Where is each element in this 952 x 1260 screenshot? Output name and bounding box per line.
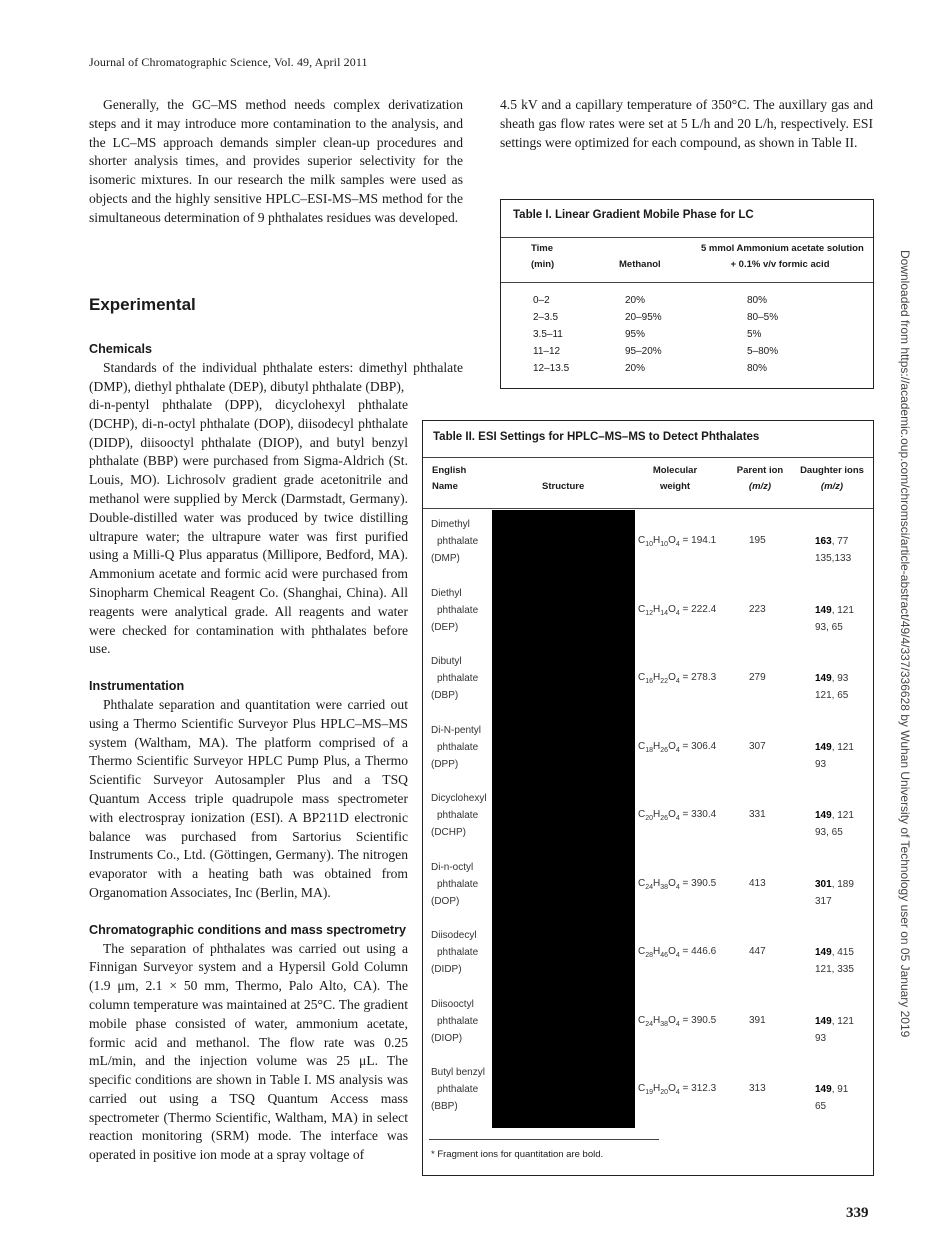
t1-cell-methanol: 95–20%	[625, 346, 662, 357]
t1-cell-methanol: 20–95%	[625, 312, 662, 323]
t2-daughter	[815, 876, 854, 910]
journal-header: Journal of Chromatographic Science, Vol. 49, April 2011	[89, 55, 368, 69]
t2-name-line: Di-N-pentyl	[431, 724, 482, 736]
t2-name-line: (DPP)	[431, 758, 459, 770]
t2-formula-c: 28	[645, 952, 654, 959]
t2-daughter-bold: 163	[815, 536, 832, 547]
t2-daughter-bold: 149	[815, 1084, 832, 1095]
right-text: 4.5 kV and a capillary temperature of 350°C. The auxillary gas and sheath gas flow rates were set at 5 L/h and 20 L/h, respectively. ESI settings were optimized for each compound, as shown in Table II.	[500, 97, 873, 150]
t2-name-line: phthalate	[437, 536, 479, 547]
chromatographic-heading: Chromatographic conditions and mass spectrometry	[89, 922, 407, 937]
t2-name-line: phthalate	[437, 741, 479, 753]
t2-name	[431, 1064, 485, 1115]
t2-daughter-bold: 149	[815, 947, 832, 958]
t2-formula-h: 10	[660, 541, 669, 548]
t2-name-line: phthalate	[437, 1015, 479, 1027]
t2-name-line: Dimethyl	[431, 519, 470, 530]
t2-formula: $C_{20}H_{26}O_4 = 330.4$	[638, 809, 717, 822]
t2-name-line: phthalate	[437, 604, 479, 616]
t2-formula-o: 4	[675, 952, 680, 959]
t2-daughter-bold: 149	[815, 1015, 832, 1027]
t2-daughter-bold: 149	[815, 810, 832, 821]
table-2	[422, 420, 874, 1176]
t2-formula-mw: = 194.1	[679, 535, 717, 546]
t2-daughter-rest: , 189	[831, 878, 854, 890]
t2-parent: 447	[749, 946, 766, 957]
t2-daughter-rest: , 121	[831, 810, 854, 821]
t2-daughter-rest-2: 121, 335	[815, 964, 854, 975]
t2-name	[431, 722, 481, 773]
t2-formula-o: 4	[675, 1089, 680, 1096]
t2-formula-h: 38	[660, 883, 669, 891]
t2-formula-h: 46	[660, 952, 669, 959]
t2-daughter-bold: 301	[815, 878, 832, 890]
t2-parent: 223	[749, 603, 766, 615]
t2-daughter	[815, 1081, 848, 1115]
t2-name-line: (DIOP)	[431, 1032, 463, 1044]
t2-daughter-rest: , 91	[831, 1084, 849, 1095]
t2-daughter	[815, 739, 854, 773]
t2-formula-o: 4	[675, 678, 680, 685]
footnote-rule	[429, 1139, 659, 1140]
intro-paragraph	[89, 96, 463, 228]
t2-daughter-rest-2: 93, 65	[815, 621, 843, 633]
t2-daughter-bold: 149	[815, 741, 832, 753]
t2-daughter-rest-2: 317	[815, 895, 832, 907]
t1-cell-time: 3.5–11	[533, 329, 563, 340]
t2-formula-c: 16	[645, 678, 654, 685]
t2-formula: $C_{10}H_{10}O_4 = 194.1$	[638, 535, 717, 548]
t2-name-1: English	[432, 465, 467, 476]
t1-head-time	[531, 241, 554, 273]
table-2-title: Table II. ESI Settings for HPLC–MS–MS to Detect Phthalates	[433, 431, 760, 443]
t2-formula-mw: = 306.4	[679, 740, 717, 752]
t2-daughter-bold: 149	[815, 673, 832, 684]
t1-cell-methanol: 20%	[625, 295, 646, 306]
t2-daughter-rest-2: 65	[815, 1101, 827, 1112]
t1-cell-time: 2–3.5	[533, 312, 559, 323]
t2-formula-h: 26	[660, 815, 669, 822]
t2-name-line: phthalate	[437, 810, 479, 821]
intro-text: Generally, the GC–MS method needs complex derivatization steps and it may introduce more contamination to the analysis, and the LC–MS approach demands simpler clean-up procedures and shorter analysis times, and provides superior selectivity for the isomeric mixtures. In our research the milk samples were used as objects and the highly sensitive HPLC–ESI-MS–MS method for the simultaneous determination of 9 phthalates residues was developed.	[89, 97, 463, 225]
t2-name-line: Dicyclohexyl	[431, 793, 487, 804]
table-1-rule-2	[501, 282, 873, 283]
t2-name-line: (DMP)	[431, 553, 460, 564]
t2-daughter-rest: , 77	[831, 536, 849, 547]
t1-cell-amm: 80–5%	[747, 312, 779, 323]
t2-daughter	[815, 670, 848, 704]
table-2-rule	[423, 457, 873, 458]
t2-head-structure: Structure	[542, 481, 585, 492]
t2-formula-o: 4	[675, 1020, 680, 1028]
t2-name	[431, 790, 487, 841]
right-paragraph	[500, 96, 873, 152]
t2-name-line: (DOP)	[431, 895, 460, 907]
narrow-column	[89, 396, 408, 1165]
t1-head-methanol: Methanol	[619, 259, 661, 270]
t1-cell-time: 0–2	[533, 295, 550, 306]
chemicals-section	[89, 340, 463, 396]
chemicals-text-wide: Standards of the individual phthalate esters: dimethyl phthalate (DMP), diethyl phthalate (DEP), dibutyl phthalate (DBP),	[89, 359, 463, 394]
t2-daughter	[815, 602, 854, 636]
t2-daughter-rest-2: 93	[815, 1032, 827, 1044]
structure-images	[492, 510, 635, 1128]
t2-name-line: (BBP)	[431, 1101, 458, 1112]
table-1	[500, 199, 874, 389]
t2-formula-o: 4	[675, 746, 680, 754]
t2-formula: $C_{12}H_{14}O_4 = 222.4$	[638, 603, 717, 617]
chromatographic-text: The separation of phthalates was carried out using a Finnigan Surveyor system and a Hypersil Gold Column (1.9 μm, 2.1 × 50 mm, Thermo, Palo Alto, CA). The column temperature was maintained at 25°C. The gradient mobile phase consisted of water, ammonium acetate, formic acid and methanol. The flow rate was 0.25 mL/min, and the injection volume was 25 μL. The specific conditions are shown in Table I. MS analysis was carried out using a TSQ Quantum Access mass spectrometer (Thermo Scientific, Waltham, MA) in select reaction monitoring (SRM) mode. The interface was operated in positive ion mode at a spray voltage of	[89, 940, 408, 1163]
table-2-rule-2	[423, 508, 873, 509]
t2-daughter-2: (m/z)	[820, 481, 844, 492]
t2-daughter-1: Daughter ions	[800, 465, 864, 476]
t2-mw-2: weight	[659, 481, 691, 492]
instrumentation-heading: Instrumentation	[89, 679, 185, 694]
t2-daughter	[815, 944, 854, 978]
t2-name-line: Di-n-octyl	[431, 861, 474, 873]
t1-cell-amm: 5%	[747, 329, 762, 340]
table-1-title: Table I. Linear Gradient Mobile Phase for LC	[513, 209, 754, 221]
t2-name-line: (DBP)	[431, 690, 459, 701]
table-2-footnote: * Fragment ions for quantitation are bold.	[431, 1149, 604, 1160]
t2-head-mw	[633, 463, 717, 495]
t2-name-2: Name	[432, 481, 458, 492]
t2-daughter-rest: , 415	[831, 947, 854, 958]
t2-formula-o: 4	[675, 815, 680, 822]
t2-formula: $C_{18}H_{26}O_4 = 306.4$	[638, 740, 717, 754]
t2-name-line: (DEP)	[431, 621, 459, 633]
t2-parent: 279	[749, 672, 766, 683]
t2-parent-2: (m/z)	[748, 481, 772, 492]
t1-cell-amm: 80%	[747, 295, 768, 306]
t2-daughter	[815, 533, 851, 567]
t2-parent: 195	[749, 535, 766, 546]
t1-time-unit: (min)	[531, 259, 555, 270]
t1-cell-methanol: 20%	[625, 363, 646, 374]
t2-formula-h: 20	[660, 1089, 669, 1096]
table-1-rule	[501, 237, 873, 238]
t2-name	[431, 585, 478, 636]
t1-time-label: Time	[531, 243, 554, 254]
t2-name	[431, 996, 478, 1047]
t2-name-line: (DIDP)	[431, 964, 462, 975]
t2-formula: $C_{24}H_{38}O_4 = 390.5$	[638, 877, 717, 891]
t2-name-line: Diethyl	[431, 587, 462, 599]
t1-cell-time: 12–13.5	[533, 363, 570, 374]
experimental-heading: Experimental	[89, 295, 196, 314]
t2-parent: 413	[749, 877, 766, 889]
t2-daughter-rest: , 121	[831, 741, 854, 753]
t2-formula-h: 26	[660, 746, 669, 754]
t1-cell-methanol: 95%	[625, 329, 646, 340]
t2-head-parent	[727, 463, 793, 495]
instrumentation-text: Phthalate separation and quantitation were carried out using a Thermo Scientific Surveyor Plus HPLC–MS–MS system (Waltham, MA). The platform comprised of a Thermo Scientific Surveyor HPLC Pump Plus, a Thermo Scientific Surveyor Autosampler Plus and a TSQ Quantum Access triple quadrupole mass spectrometer with electrospray ionization (ESI). A BP211D electronic balance was purchased from Sartorius Scientific Instruments Co., Ltd. (Göttingen, Germany). The nitrogen evaporator with a heating bath was obtained from Organomation Associates, Inc (Berlin, MA).	[89, 696, 408, 900]
t2-head-daughter	[795, 463, 869, 495]
t2-name-line: Diisodecyl	[431, 930, 477, 941]
page-number: 339	[846, 1205, 869, 1221]
t1-cell-time: 11–12	[533, 346, 561, 357]
t2-parent: 313	[749, 1083, 766, 1094]
t2-formula-mw: = 312.3	[679, 1083, 717, 1094]
t2-name-line: Diisooctyl	[431, 998, 474, 1010]
chemicals-heading: Chemicals	[89, 342, 152, 356]
t2-daughter-rest-2: 135,133	[815, 553, 852, 564]
chemicals-text-narrow: di-n-pentyl phthalate (DPP), dicyclohexyl phthalate (DCHP), di-n-octyl phthalate (DOP), diisodecyl phthalate (DIDP), diisooctyl phthalate (DIOP), and butyl benzyl phthalate (BBP) were purchased from Sigma-Aldrich (St. Louis, MO). Lichrosolv gradient grade acetonitrile and methanol were supplied by Merck (Darmstadt, Germany). Double-distilled water was produced by twice distilling ultrapure water; the ultrapure water was first purified using a Milli-Q Plus apparatus (Millipore, Bedford, MA). Ammonium acetate and formic acid were purchased from Sinopharm Chemical Reagent Co. (Shanghai, China). All reagents were analytical grade. All reagents and water were checked for contamination with phthalates before use.	[89, 397, 408, 657]
t2-formula-c: 20	[645, 815, 654, 822]
t2-formula-c: 10	[645, 541, 654, 548]
t2-parent: 307	[749, 740, 766, 752]
t2-daughter-rest: , 93	[831, 673, 849, 684]
t2-daughter-rest: , 121	[831, 1015, 854, 1027]
t2-formula-h: 14	[660, 609, 669, 617]
t2-parent: 391	[749, 1014, 766, 1026]
t2-name	[431, 653, 478, 704]
t2-head-name	[432, 463, 466, 495]
t2-formula-o: 4	[675, 541, 680, 548]
t2-name	[431, 859, 478, 910]
t2-formula-c: 24	[645, 883, 654, 891]
t2-formula: $C_{28}H_{46}O_4 = 446.6$	[638, 946, 717, 959]
t2-daughter-rest-2: 93	[815, 758, 827, 770]
t2-formula-mw: = 222.4	[679, 603, 717, 615]
t1-amm-label: 5 mmol Ammonium acetate solution	[701, 243, 864, 254]
t2-formula-o: 4	[675, 883, 680, 891]
t2-daughter	[815, 807, 854, 841]
t1-cell-amm: 80%	[747, 363, 768, 374]
t2-name-line: Butyl benzyl	[431, 1067, 485, 1078]
t2-formula-c: 19	[645, 1089, 654, 1096]
t2-formula: $C_{19}H_{20}O_4 = 312.3$	[638, 1083, 717, 1096]
t2-name-line: phthalate	[437, 1084, 479, 1095]
t2-formula-o: 4	[675, 609, 680, 617]
download-note: Downloaded from https://academic.oup.com/chromsci/article-abstract/49/4/337/336628 by Wuhan University of Technology user on 05 January 2019	[898, 250, 912, 1038]
t2-daughter-rest: , 121	[831, 604, 854, 616]
t2-name-line: phthalate	[437, 673, 479, 684]
t2-formula-mw: = 278.3	[679, 672, 717, 683]
t1-cell-amm: 5–80%	[747, 346, 779, 357]
t1-amm-label-2: + 0.1% v/v formic acid	[730, 259, 830, 270]
t2-parent-1: Parent ion	[736, 465, 784, 476]
t2-daughter-rest-2: 121, 65	[815, 690, 849, 701]
t2-name	[431, 927, 478, 978]
t2-formula: $C_{24}H_{38}O_4 = 390.5$	[638, 1014, 717, 1028]
t2-formula-mw: = 330.4	[679, 809, 717, 820]
t1-head-ammonium	[701, 241, 864, 273]
t2-formula-mw: = 446.6	[679, 946, 717, 957]
t2-name	[431, 516, 478, 567]
t2-formula-c: 18	[645, 746, 654, 754]
t2-name-line: Dibutyl	[431, 656, 462, 667]
t2-daughter-rest-2: 93, 65	[815, 827, 843, 838]
t2-formula-c: 24	[645, 1020, 654, 1028]
t2-formula: $C_{16}H_{22}O_4 = 278.3$	[638, 672, 717, 685]
t2-mw-1: Molecular	[652, 465, 698, 476]
t2-daughter	[815, 1013, 854, 1047]
t2-formula-h: 38	[660, 1020, 669, 1028]
t2-daughter-bold: 149	[815, 604, 832, 616]
t2-formula-h: 22	[660, 678, 669, 685]
t2-name-line: phthalate	[437, 947, 479, 958]
t2-formula-mw: = 390.5	[679, 1014, 717, 1026]
t2-name-line: (DCHP)	[431, 827, 466, 838]
t2-parent: 331	[749, 809, 766, 820]
t2-name-line: phthalate	[437, 878, 479, 890]
t2-formula-c: 12	[645, 609, 654, 617]
t2-formula-mw: = 390.5	[679, 877, 717, 889]
